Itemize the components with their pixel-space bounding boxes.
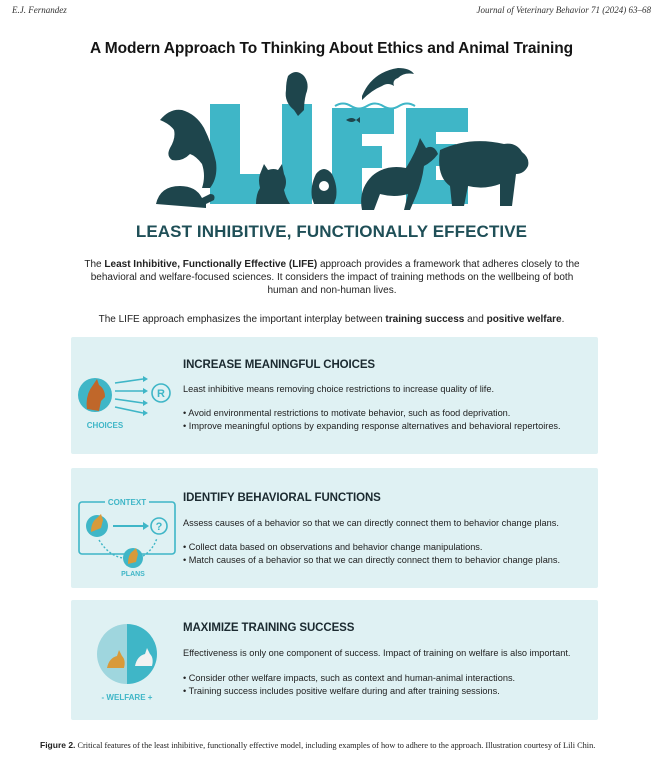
panel-1-bullets — [183, 407, 561, 432]
panel-2-description: Assess causes of a behavior so that we can directly connect them to behavior change plans. — [183, 518, 559, 528]
panel-behavioral-functions — [71, 468, 598, 588]
letter-i — [282, 104, 312, 204]
bear-silhouette — [439, 141, 528, 206]
interplay-mid: and — [464, 314, 487, 325]
choices-icon-label: CHOICES — [86, 421, 124, 430]
panel-1-bullet-2: • Improve meaningful options by expanding response alternatives and behavioral repertoires. — [183, 420, 561, 431]
panel-1-heading: INCREASE MEANINGFUL CHOICES — [183, 359, 375, 371]
caption-text: Critical features of the least inhibitive, functionally effective model, including examples of how to adhere to the approach. Illustration courtesy of Lili Chin. — [75, 741, 596, 750]
interplay-end: . — [561, 314, 565, 325]
interplay-bold-1: training success — [385, 314, 465, 325]
life-hero-illustration — [150, 62, 530, 217]
panel-1-description: Least inhibitive means removing choice restrictions to increase quality of life. — [183, 384, 494, 394]
welfare-label: - WELFARE + — [101, 693, 153, 702]
turtle-silhouette — [156, 186, 215, 208]
panel-training-success — [71, 600, 598, 720]
panel-3-bullet-2: • Training success includes positive welfare during and after training sessions. — [183, 685, 500, 696]
welfare-icon — [83, 620, 173, 704]
running-header-journal: Journal of Veterinary Behavior 71 (2024) 63–68 — [476, 5, 651, 15]
intro-bold: Least Inhibitive, Functionally Effective (LIFE) — [104, 259, 318, 270]
panel-2-bullet-1: • Collect data based on observations and behavior change manipulations. — [183, 542, 483, 552]
intro-prefix: The — [84, 259, 105, 270]
choices-icon — [75, 367, 181, 433]
panel-3-description: Effectiveness is only one component of success. Impact of training on welfare is also important. — [183, 648, 571, 658]
figure-caption — [40, 740, 640, 750]
figure-title: A Modern Approach To Thinking About Ethics and Animal Training — [90, 40, 573, 57]
question-icon-glyph: ? — [155, 521, 163, 533]
life-subtitle: LEAST INHIBITIVE, FUNCTIONALLY EFFECTIVE — [135, 222, 528, 241]
panel-3-bullet-1: • Consider other welfare impacts, such as context and human-animal interactions. — [183, 673, 516, 683]
interplay-prefix: The LIFE approach emphasizes the important interplay between — [98, 314, 386, 325]
running-header-author: E.J. Fernandez — [12, 5, 67, 15]
dolphin-silhouette — [362, 68, 414, 100]
intro-rest: approach provides a framework that adheres closely to the behavioral and welfare-focused sciences. It considers the impact of training methods on the wellbeing of both human and non-human lives. — [90, 259, 580, 296]
panel-2-heading: IDENTIFY BEHAVIORAL FUNCTIONS — [183, 492, 381, 504]
intro-paragraph — [78, 258, 586, 297]
panel-1-bullet-1: • Avoid environmental restrictions to motivate behavior, such as food deprivation. — [183, 408, 511, 418]
water-wave — [335, 104, 415, 109]
context-label: CONTEXT — [107, 498, 147, 507]
interplay-bold-2: positive welfare — [486, 314, 562, 325]
choices-icon-glyph: R — [157, 388, 165, 400]
caption-label: Figure 2. — [40, 740, 76, 750]
panel-3-bullets — [183, 672, 515, 697]
panel-2-bullet-2: • Match causes of a behavior so that we can directly connect them to behavior change plans. — [183, 554, 561, 565]
panel-2-bullets — [183, 541, 560, 566]
panel-increase-choices — [71, 337, 598, 454]
plans-label: PLANS — [121, 571, 145, 578]
context-plans-icon — [77, 494, 179, 578]
interplay-sentence — [60, 314, 603, 325]
horse-silhouette — [160, 110, 216, 188]
panel-3-heading: MAXIMIZE TRAINING SUCCESS — [183, 622, 355, 634]
